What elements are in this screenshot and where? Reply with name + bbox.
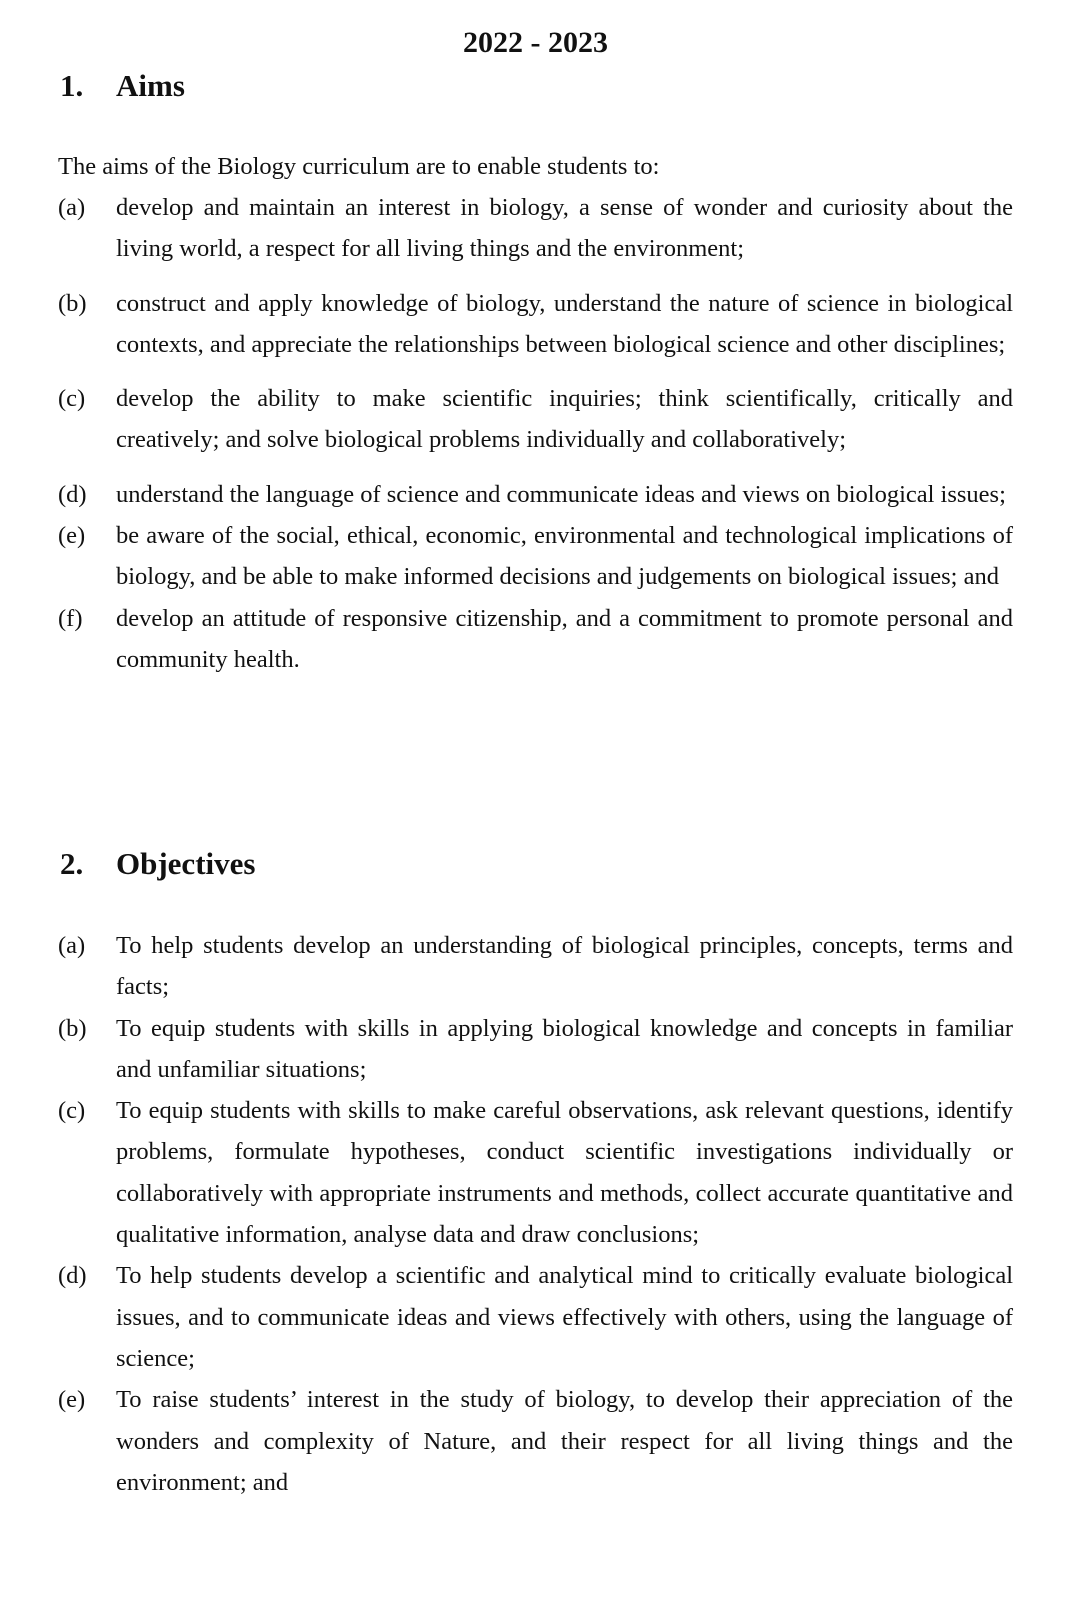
list-item: [58, 515, 1013, 598]
list-item: [58, 474, 1013, 515]
objectives-title: Objectives: [116, 846, 256, 881]
item-text: To help students develop an understanding of biological principles, concepts, terms and facts;: [116, 932, 1013, 1001]
aims-list: [58, 187, 1013, 680]
item-text: develop an attitude of responsive citizenship, and a commitment to promote personal and community health.: [116, 604, 1013, 673]
list-item: [58, 187, 1013, 270]
item-text: To help students develop a scientific and analytical mind to critically evaluate biological issues, and to communicate ideas and views effectively with others, using the language of science;: [116, 1262, 1013, 1372]
item-marker: (e): [58, 522, 86, 550]
list-item: [58, 925, 1013, 1008]
aims-heading: [60, 66, 185, 106]
item-marker: (d): [58, 1262, 87, 1290]
item-marker: (c): [58, 385, 86, 413]
item-marker: (a): [58, 932, 86, 959]
item-marker: (f): [58, 604, 83, 632]
list-item: [58, 598, 1013, 681]
item-marker: (e): [58, 1386, 86, 1414]
list-item: [58, 1008, 1013, 1091]
item-text: understand the language of science and communicate ideas and views on biological issues;: [116, 480, 1006, 508]
item-text: To raise students’ interest in the study of biology, to develop their appreciation of the wonders and complexity of Nature, and their respect for all living things and the environment; and: [116, 1386, 1013, 1496]
item-text: To equip students with skills in applying biological knowledge and concepts in familiar and unfamiliar situations;: [116, 1014, 1013, 1083]
aims-intro: The aims of the Biology curriculum are to enable students to:: [58, 153, 660, 180]
objectives-number: 2.: [60, 846, 84, 881]
item-text: develop the ability to make scientific inquiries; think scientifically, critically and creatively; and solve biological problems individually and collaboratively;: [116, 385, 1013, 454]
objectives-heading: [60, 844, 255, 884]
year-header: 2022 - 2023: [463, 26, 608, 59]
list-item: [58, 1255, 1013, 1379]
item-text: develop and maintain an interest in biology, a sense of wonder and curiosity about the living world, a respect for all living things and the environment;: [116, 194, 1013, 263]
item-marker: (b): [58, 1014, 87, 1042]
item-text: To equip students with skills to make careful observations, ask relevant questions, identify problems, formulate hypotheses, conduct scientific investigations individually or collaboratively with appropriate instruments and methods, collect accurate quantitative and qualitative information, analyse data and draw conclusions;: [116, 1097, 1013, 1249]
list-item: [58, 1090, 1013, 1255]
item-marker: (a): [58, 194, 86, 221]
item-marker: (b): [58, 289, 87, 317]
list-item: [58, 1379, 1013, 1503]
item-marker: (d): [58, 480, 87, 508]
item-text: construct and apply knowledge of biology, understand the nature of science in biological contexts, and appreciate the relationships between biological science and other disciplines;: [116, 289, 1013, 358]
list-item: [58, 283, 1013, 366]
item-marker: (c): [58, 1097, 86, 1125]
objectives-list: [58, 925, 1013, 1503]
item-text: be aware of the social, ethical, economic, environmental and technological implications of biology, and be able to make informed decisions and judgements on biological issues; and: [116, 522, 1013, 591]
aims-title: Aims: [116, 68, 185, 103]
list-item: [58, 378, 1013, 461]
aims-number: 1.: [60, 68, 84, 103]
